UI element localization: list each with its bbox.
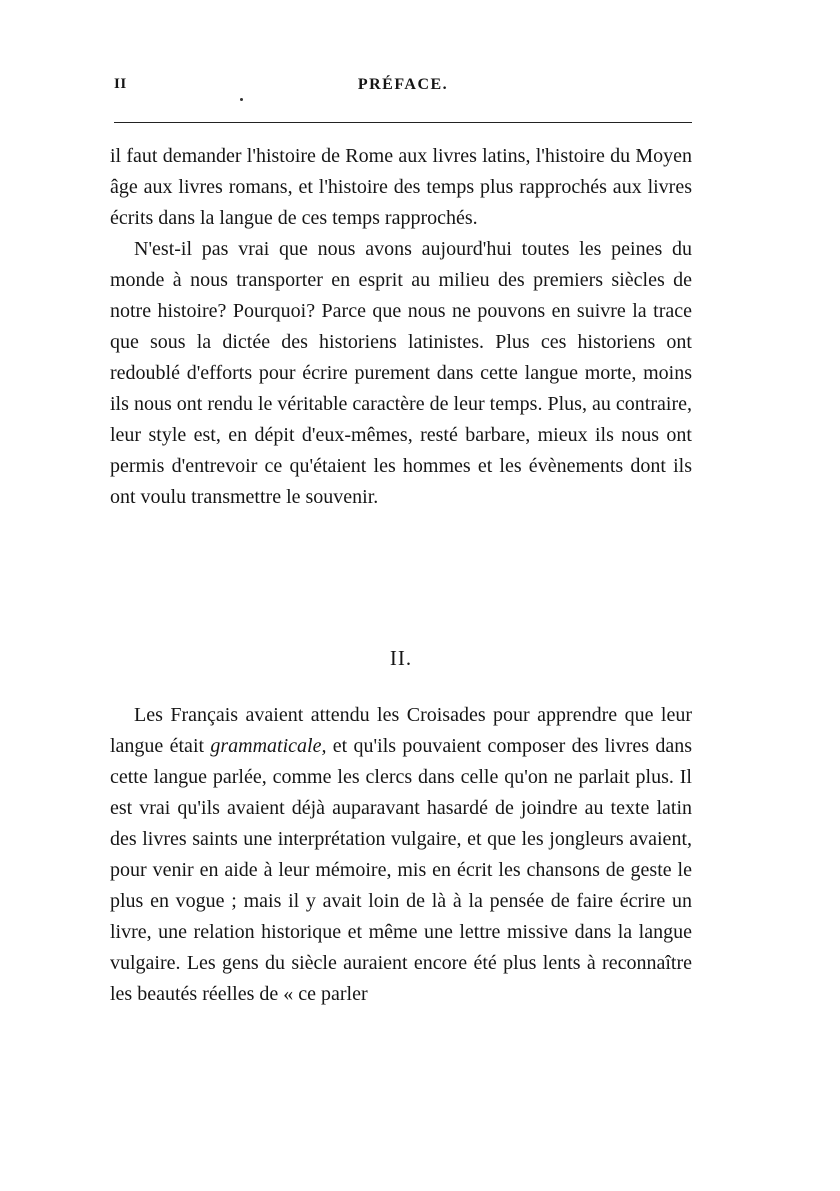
paragraph-nest-il: N'est-il pas vrai que nous avons aujourd'hui toutes les peines du monde à nous transporter en esprit au milieu des premiers siècles de notre histoire? Pourquoi? Parce que nous ne pouvons en suivre la trace que sous la dictée des historiens latinistes. Plus ces historiens ont redoublé d'efforts pour écrire purement dans cette langue morte, moins ils nous ont rendu le véritable caractère de leur temps. Plus, au contraire, leur style est, en dépit d'eux-mêmes, resté barbare, mieux ils nous ont permis d'entrevoir ce qu'étaient les hommes et les évènements dont ils ont voulu transmettre le souvenir. (110, 238, 692, 508)
page-header (114, 76, 692, 102)
page-number: II (114, 76, 127, 92)
printing-dot-mark (240, 98, 243, 101)
paragraph-text-start: Les Français avaient attendu les Croisades pour apprendre que leur langue était (110, 704, 692, 757)
body-text-upper (110, 141, 692, 513)
paragraph-les-francais (110, 700, 692, 1010)
section-heading: II. (389, 646, 413, 670)
emphasized-word: grammaticale, (210, 735, 327, 757)
running-title: PRÉFACE. (357, 76, 449, 93)
body-text-lower (110, 700, 692, 1010)
paragraph-continuation: il faut demander l'histoire de Rome aux livres latins, l'histoire du Moyen âge aux livres romans, et l'histoire des temps plus rapprochés aux livres écrits dans la langue de ces temps rapprochés. (110, 145, 692, 229)
paragraph-text-rest: et qu'ils pouvaient composer des livres dans cette langue parlée, comme les clercs dans celle qu'on ne parlait plus. Il est vrai qu'ils avaient déjà auparavant hasardé de joindre au texte latin des livres saints une interprétation vulgaire, et que les jongleurs avaient, pour venir en aide à leur mémoire, mis en écrit les chansons de geste le plus en vogue ; mais il y avait loin de là à la pensée de faire écrire un livre, une relation historique et même une lettre missive dans la langue vulgaire. Les gens du siècle auraient encore été plus lents à reconnaître les beautés réelles de « ce parler (110, 735, 693, 1005)
header-rule (114, 122, 692, 123)
